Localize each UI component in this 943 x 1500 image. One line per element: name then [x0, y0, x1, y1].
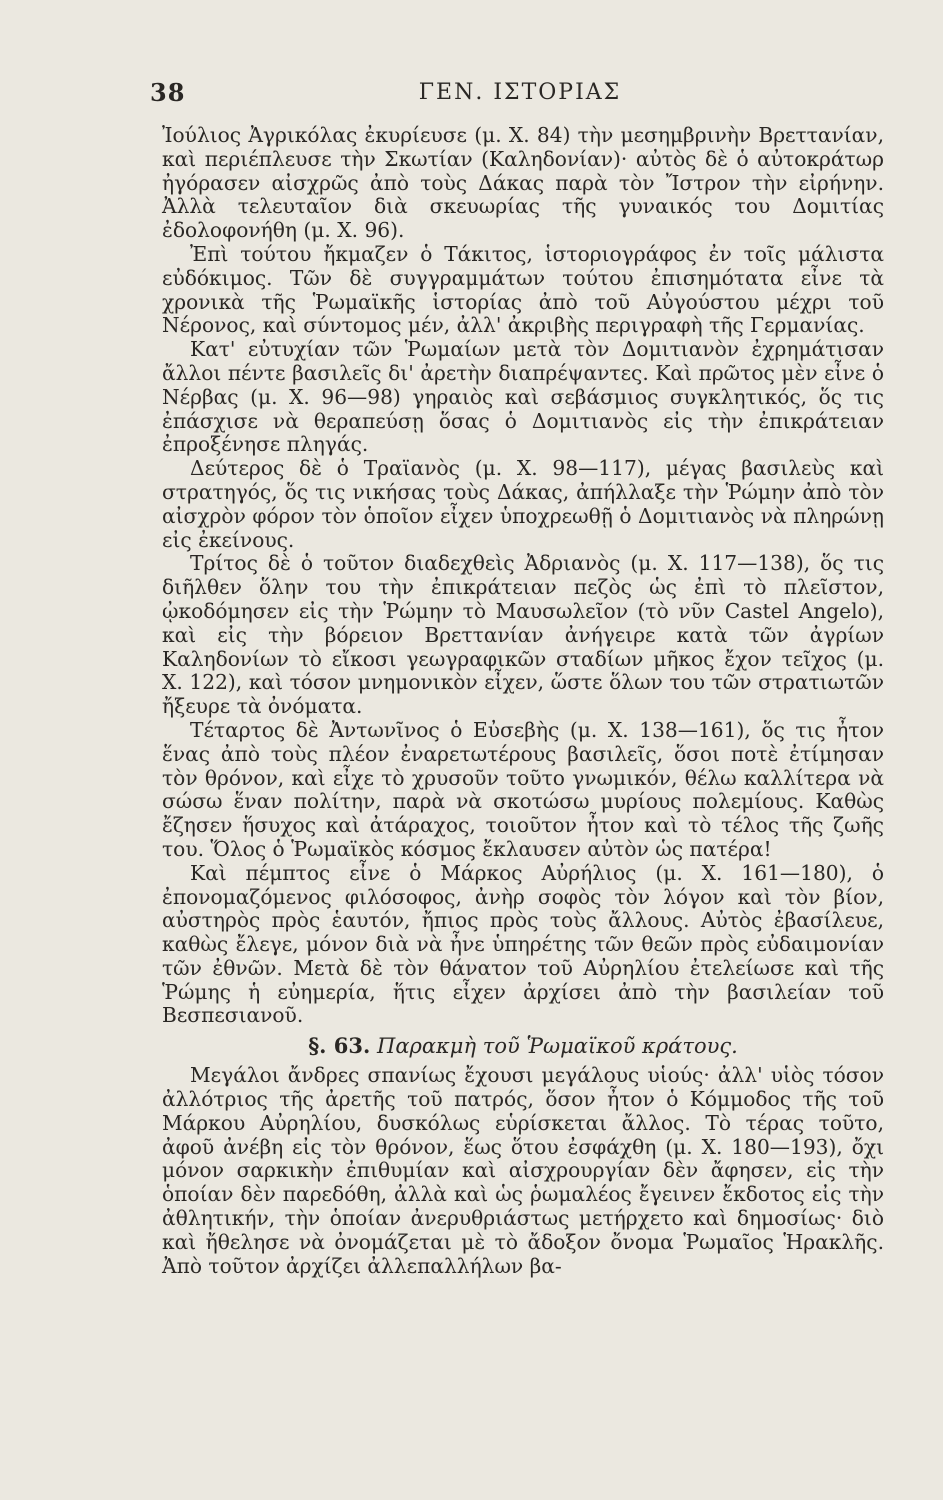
page-number: 38	[150, 78, 186, 107]
running-head: ΓΕΝ. ΙΣΤΟΡΙΑΣ	[418, 80, 622, 105]
body-text	[162, 124, 884, 1278]
paragraph: Τέταρτος δὲ Ἀντωνῖνος ὁ Εὐσεβὴς (μ. Χ. 138—161), ὅς τις ἦτον ἕνας ἀπὸ τοὺς πλέον ἐναρετωτέρους βασιλεῖς, ὅσοι ποτὲ ἐτίμησαν τὸν θρόνον, καὶ εἶχε τὸ χρυσοῦν τοῦτο γνωμικόν, θέλω καλλίτερα νὰ σώσω ἕναν πολίτην, παρὰ νὰ σκοτώσω μυρίους πολεμίους. Καθὼς ἔζησεν ἥσυχος καὶ ἀτάραχος, τοιοῦτον ἦτον καὶ τὸ τέλος τῆς ζωῆς του. Ὅλος ὁ Ῥωμαϊκὸς κόσμος ἔκλαυσεν αὐτὸν ὡς πατέρα!	[162, 717, 884, 861]
section-number: §. 63.	[308, 1033, 371, 1059]
paragraph: Μεγάλοι ἄνδρες σπανίως ἔχουσι μεγάλους υἱούς· ἀλλ' υἱὸς τόσον ἀλλότριος τῆς ἀρετῆς τοῦ πατρός, ὅσον ἦτον ὁ Κόμμοδος τῆς τοῦ Μάρκου Αὐρηλίου, δυσκόλως εὑρίσκεται ἄλλος. Τὸ τέρας τοῦτο, ἀφοῦ ἀνέβη εἰς τὸν θρόνον, ἕως ὅτου ἐσφάχθη (μ. Χ. 180—193), ὄχι μόνον σαρκικὴν ἐπιθυμίαν καὶ αἰσχρουργίαν δὲν ἄφησεν, εἰς τὴν ὁποίαν δὲν παρεδόθη, ἀλλὰ καὶ ὡς ῥωμαλέος ἔγεινεν ἔκδοτος εἰς τὴν ἀθλητικήν, τὴν ὁποίαν ἀνερυθριάστως μετήρχετο καὶ δημοσίως· διὸ καὶ ἤθελησε νὰ ὀνομάζεται μὲ τὸ ἄδοξον ὄνομα Ῥωμαῖος Ἡρακλῆς. Ἀπὸ τοῦτον ἀρχίζει ἀλλεπαλλήλων βα-	[162, 1063, 884, 1278]
paragraph: Τρίτος δὲ ὁ τοῦτον διαδεχθεὶς Ἀδριανὸς (μ. Χ. 117—138), ὅς τις διῆλθεν ὅλην του τὴν ἐπικράτειαν πεζὸς ὡς ἐπὶ τὸ πλεῖστον, ᾠκοδόμησεν εἰς τὴν Ῥώμην τὸ Μαυσωλεῖον (τὸ νῦν Castel Angelo), καὶ εἰς τὴν βόρειον Βρεττανίαν ἀνήγειρε κατὰ τῶν ἀγρίων Καληδονίων τὸ εἴκοσι γεωγραφικῶν σταδίων μῆκος ἔχον τεῖχος (μ. Χ. 122), καὶ τόσον μνημονικὸν εἶχεν, ὥστε ὅλων του τῶν στρατιωτῶν ἤξευρε τὰ ὀνόματα.	[162, 551, 884, 719]
section-heading	[162, 1033, 884, 1059]
paragraph: Δεύτερος δὲ ὁ Τραϊανὸς (μ. Χ. 98—117), μέγας βασιλεὺς καὶ στρατηγός, ὅς τις νικήσας τοὺς Δάκας, ἀπήλλαξε τὴν Ῥώμην ἀπὸ τὸν αἰσχρὸν φόρον τὸν ὁποῖον εἶχεν ὑποχρεωθῇ ὁ Δομιτιανὸς νὰ πληρώνῃ εἰς ἐκείνους.	[162, 456, 884, 552]
page-header	[150, 78, 890, 112]
paragraph: Ἰούλιος Ἀγρικόλας ἐκυρίευσε (μ. Χ. 84) τὴν μεσημβρινὴν Βρεττανίαν, καὶ περιέπλευσε τὴν Σκωτίαν (Καληδονίαν)· αὐτὸς δὲ ὁ αὐτοκράτωρ ἠγόρασεν αἰσχρῶς ἀπὸ τοὺς Δάκας παρὰ τὸν Ἴστρον τὴν εἰρήνην. Ἀλλὰ τελευταῖον διὰ σκευωρίας τῆς γυναικός του Δομιτίας ἐδολοφονήθη (μ. Χ. 96).	[162, 123, 884, 243]
section-title: Παρακμὴ τοῦ Ῥωμαϊκοῦ κράτους.	[377, 1034, 738, 1059]
paragraph: Καὶ πέμπτος εἶνε ὁ Μάρκος Αὐρήλιος (μ. Χ. 161—180), ὁ ἐπονομαζόμενος φιλόσοφος, ἀνὴρ σοφὸς τὸν λόγον καὶ τὸν βίον, αὐστηρὸς πρὸς ἑαυτόν, ἤπιος πρὸς τοὺς ἄλλους. Αὐτὸς ἐβασίλευε, καθὼς ἔλεγε, μόνον διὰ νὰ ἦνε ὑπηρέτης τῶν θεῶν πρὸς εὐδαιμονίαν τῶν ἐθνῶν. Μετὰ δὲ τὸν θάνατον τοῦ Αὐρηλίου ἐτελείωσε καὶ τῆς Ῥώμης ἡ εὐημερία, ἥτις εἶχεν ἀρχίσει ἀπὸ τὴν βασιλείαν τοῦ Βεσπεσιανοῦ.	[162, 860, 884, 1028]
paragraph: Κατ' εὐτυχίαν τῶν Ῥωμαίων μετὰ τὸν Δομιτιανὸν ἐχρημάτισαν ἄλλοι πέντε βασιλεῖς δι' ἀρετὴν διαπρέψαντες. Καὶ πρῶτος μὲν εἶνε ὁ Νέρβας (μ. Χ. 96—98) γηραιὸς καὶ σεβάσμιος συγκλητικός, ὅς τις ἐπάσχισε νὰ θεραπεύσῃ ὅσας ὁ Δομιτιανὸς εἰς τὴν ἐπικράτειαν ἐπροξένησε πληγάς.	[162, 337, 884, 457]
paragraph: Ἐπὶ τούτου ἤκμαζεν ὁ Τάκιτος, ἱστοριογράφος ἐν τοῖς μάλιστα εὐδόκιμος. Τῶν δὲ συγγραμμάτων τούτου ἐπισημότατα εἶνε τὰ χρονικὰ τῆς Ῥωμαϊκῆς ἱστορίας ἀπὸ τοῦ Αὐγούστου μέχρι τοῦ Νέρονος, καὶ σύντομος μέν, ἀλλ' ἀκριβὴς περιγραφὴ τῆς Γερμανίας.	[162, 241, 884, 338]
